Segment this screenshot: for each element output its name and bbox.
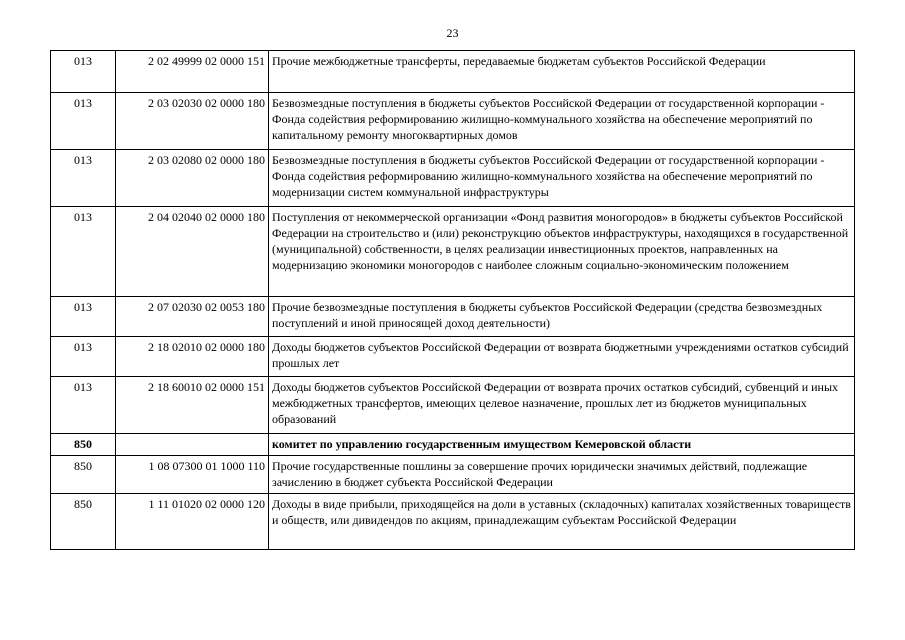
revenue-name-cell: комитет по управлению государственным имуществом Кемеровской области xyxy=(269,434,855,456)
table-row xyxy=(51,51,855,93)
revenue-name-cell: Безвозмездные поступления в бюджеты субъектов Российской Федерации от государственной корпорации - Фонда содействия реформированию жилищно-коммунального хозяйства на обеспечение мероприятий по капитальному ремонту многоквартирных домов xyxy=(269,93,855,150)
table-body xyxy=(51,51,855,550)
table-row xyxy=(51,494,855,550)
table-row xyxy=(51,456,855,494)
revenue-name-cell: Доходы в виде прибыли, приходящейся на доли в уставных (складочных) капиталах хозяйственных товариществ и обществ, или дивидендов по акциям, принадлежащим субъектам Российской Федерации xyxy=(269,494,855,550)
table-row xyxy=(51,150,855,207)
admin-code-cell: 013 xyxy=(51,207,116,297)
revenue-name-cell: Доходы бюджетов субъектов Российской Федерации от возврата бюджетными учреждениями остатков субсидий прошлых лет xyxy=(269,337,855,377)
revenue-code-cell: 2 07 02030 02 0053 180 xyxy=(116,297,269,337)
table-row xyxy=(51,297,855,337)
table-row xyxy=(51,207,855,297)
revenue-name-cell: Прочие межбюджетные трансферты, передаваемые бюджетам субъектов Российской Федерации xyxy=(269,51,855,93)
table-row xyxy=(51,337,855,377)
page-number: 23 xyxy=(446,26,459,40)
admin-code-cell: 013 xyxy=(51,93,116,150)
admin-code-cell: 013 xyxy=(51,337,116,377)
revenue-code-cell: 2 18 60010 02 0000 151 xyxy=(116,377,269,434)
revenue-name-cell: Доходы бюджетов субъектов Российской Федерации от возврата прочих остатков субсидий, субвенций и иных межбюджетных трансфертов, имеющих целевое назначение, прошлых лет из бюджетов муниципальных образований xyxy=(269,377,855,434)
admin-code-cell: 850 xyxy=(51,434,116,456)
table-row xyxy=(51,434,855,456)
revenue-name-cell: Поступления от некоммерческой организации «Фонд развития моногородов» в бюджеты субъектов Российской Федерации на строительство и (или) реконструкцию объектов инфраструктуры, находящихся в государственной (муниципальной) собственности, в целях реализации инвестиционных проектов, направленных на модернизацию экономики моногородов с наиболее сложным социально-экономическим положением xyxy=(269,207,855,297)
revenue-code-cell: 2 03 02080 02 0000 180 xyxy=(116,150,269,207)
admin-code-cell: 850 xyxy=(51,494,116,550)
revenue-name-cell: Безвозмездные поступления в бюджеты субъектов Российской Федерации от государственной корпорации - Фонда содействия реформированию жилищно-коммунального хозяйства на обеспечение мероприятий по модернизации систем коммунальной инфраструктуры xyxy=(269,150,855,207)
table-row xyxy=(51,93,855,150)
revenue-name-cell: Прочие государственные пошлины за совершение прочих юридически значимых действий, подлежащие зачислению в бюджет субъекта Российской Федерации xyxy=(269,456,855,494)
revenue-code-cell: 1 11 01020 02 0000 120 xyxy=(116,494,269,550)
admin-code-cell: 850 xyxy=(51,456,116,494)
admin-code-cell: 013 xyxy=(51,377,116,434)
revenue-code-cell: 2 02 49999 02 0000 151 xyxy=(116,51,269,93)
admin-code-cell: 013 xyxy=(51,297,116,337)
revenue-name-cell: Прочие безвозмездные поступления в бюджеты субъектов Российской Федерации (средства безвозмездных поступлений и иной приносящей доход деятельности) xyxy=(269,297,855,337)
revenue-code-cell: 2 03 02030 02 0000 180 xyxy=(116,93,269,150)
revenue-codes-table xyxy=(50,50,855,550)
revenue-code-cell: 1 08 07300 01 1000 110 xyxy=(116,456,269,494)
revenue-code-cell xyxy=(116,434,269,456)
admin-code-cell: 013 xyxy=(51,51,116,93)
revenue-code-cell: 2 04 02040 02 0000 180 xyxy=(116,207,269,297)
admin-code-cell: 013 xyxy=(51,150,116,207)
revenue-code-cell: 2 18 02010 02 0000 180 xyxy=(116,337,269,377)
table-row xyxy=(51,377,855,434)
